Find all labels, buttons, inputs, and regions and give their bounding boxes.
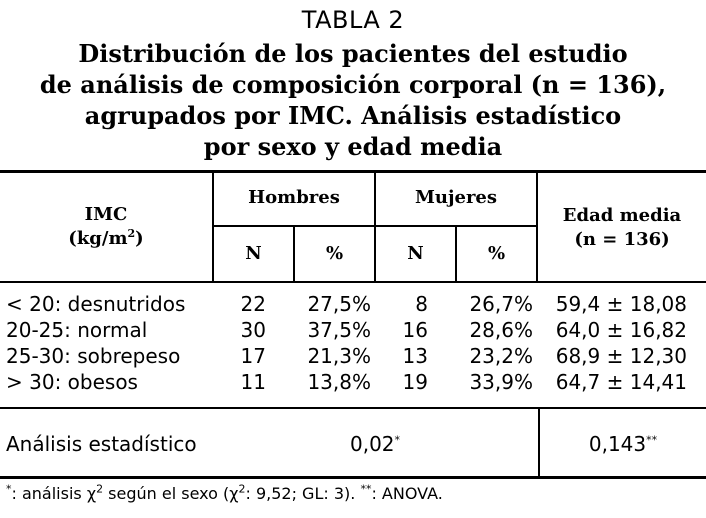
row-mujeres-pct: 28,6% bbox=[469, 318, 533, 342]
table-top-rule bbox=[0, 170, 706, 173]
header-edad-line1: Edad media bbox=[562, 205, 682, 226]
row-hombres-pct: 27,5% bbox=[307, 292, 371, 316]
header-mujeres-pct: % bbox=[487, 243, 506, 264]
row-hombres-pct: 37,5% bbox=[307, 318, 371, 342]
row-edad: 64,7 ± 14,41 bbox=[555, 370, 687, 394]
row-hombres-pct: 13,8% bbox=[307, 370, 371, 394]
row-mujeres-pct: 33,9% bbox=[469, 370, 533, 394]
table-title-line: agrupados por IMC. Análisis estadístico bbox=[84, 101, 622, 130]
row-mujeres-n: 19 bbox=[402, 370, 428, 394]
row-edad: 68,9 ± 12,30 bbox=[555, 344, 687, 368]
row-hombres-n: 17 bbox=[240, 344, 266, 368]
body-bottom-rule bbox=[0, 407, 706, 409]
row-label: > 30: obesos bbox=[6, 370, 138, 394]
table-title-line: de análisis de composición corporal (n = 136), bbox=[39, 70, 667, 99]
table-footnote: *: análisis $\chi^2$ según el sexo ($\chi^2$: 9,52; GL: 3). **: ANOVA. bbox=[6, 482, 443, 503]
header-hombres-pct: % bbox=[325, 243, 344, 264]
row-hombres-n: 11 bbox=[240, 370, 266, 394]
table-title-line: Distribución de los pacientes del estudio bbox=[78, 39, 628, 68]
row-mujeres-n: 16 bbox=[402, 318, 428, 342]
table-label: TABLA 2 bbox=[301, 6, 405, 34]
header-hombres-n: N bbox=[245, 243, 262, 264]
row-mujeres-n: 8 bbox=[415, 292, 428, 316]
header-mujeres: Mujeres bbox=[414, 187, 498, 208]
header-edad-media bbox=[538, 204, 706, 252]
table-bottom-rule bbox=[0, 476, 706, 479]
header-imc bbox=[0, 203, 212, 251]
header-edad-line2: (n = 136) bbox=[574, 229, 670, 250]
row-hombres-n: 22 bbox=[240, 292, 266, 316]
row-mujeres-n: 13 bbox=[402, 344, 428, 368]
row-mujeres-pct: 26,7% bbox=[469, 292, 533, 316]
row-edad: 59,4 ± 18,08 bbox=[555, 292, 687, 316]
stats-sexo-value: 0,02* bbox=[349, 432, 401, 456]
row-hombres-n: 30 bbox=[240, 318, 266, 342]
stats-edad-value: 0,143** bbox=[588, 432, 658, 456]
header-imc-line2: $(kg/m^2)$ bbox=[68, 227, 144, 249]
row-label: 25-30: sobrepeso bbox=[6, 344, 181, 368]
row-label: < 20: desnutridos bbox=[6, 292, 186, 316]
header-mujeres-n: N bbox=[407, 243, 424, 264]
header-imc-line1: IMC bbox=[84, 204, 128, 225]
header-hombres: Hombres bbox=[248, 187, 340, 208]
stats-label: Análisis estadístico bbox=[6, 432, 197, 456]
row-edad: 64,0 ± 16,82 bbox=[555, 318, 687, 342]
header-bottom-rule bbox=[0, 281, 706, 283]
table-title bbox=[0, 38, 706, 162]
row-label: 20-25: normal bbox=[6, 318, 148, 342]
row-hombres-pct: 21,3% bbox=[307, 344, 371, 368]
table-title-line: por sexo y edad media bbox=[203, 132, 503, 161]
row-mujeres-pct: 23,2% bbox=[469, 344, 533, 368]
